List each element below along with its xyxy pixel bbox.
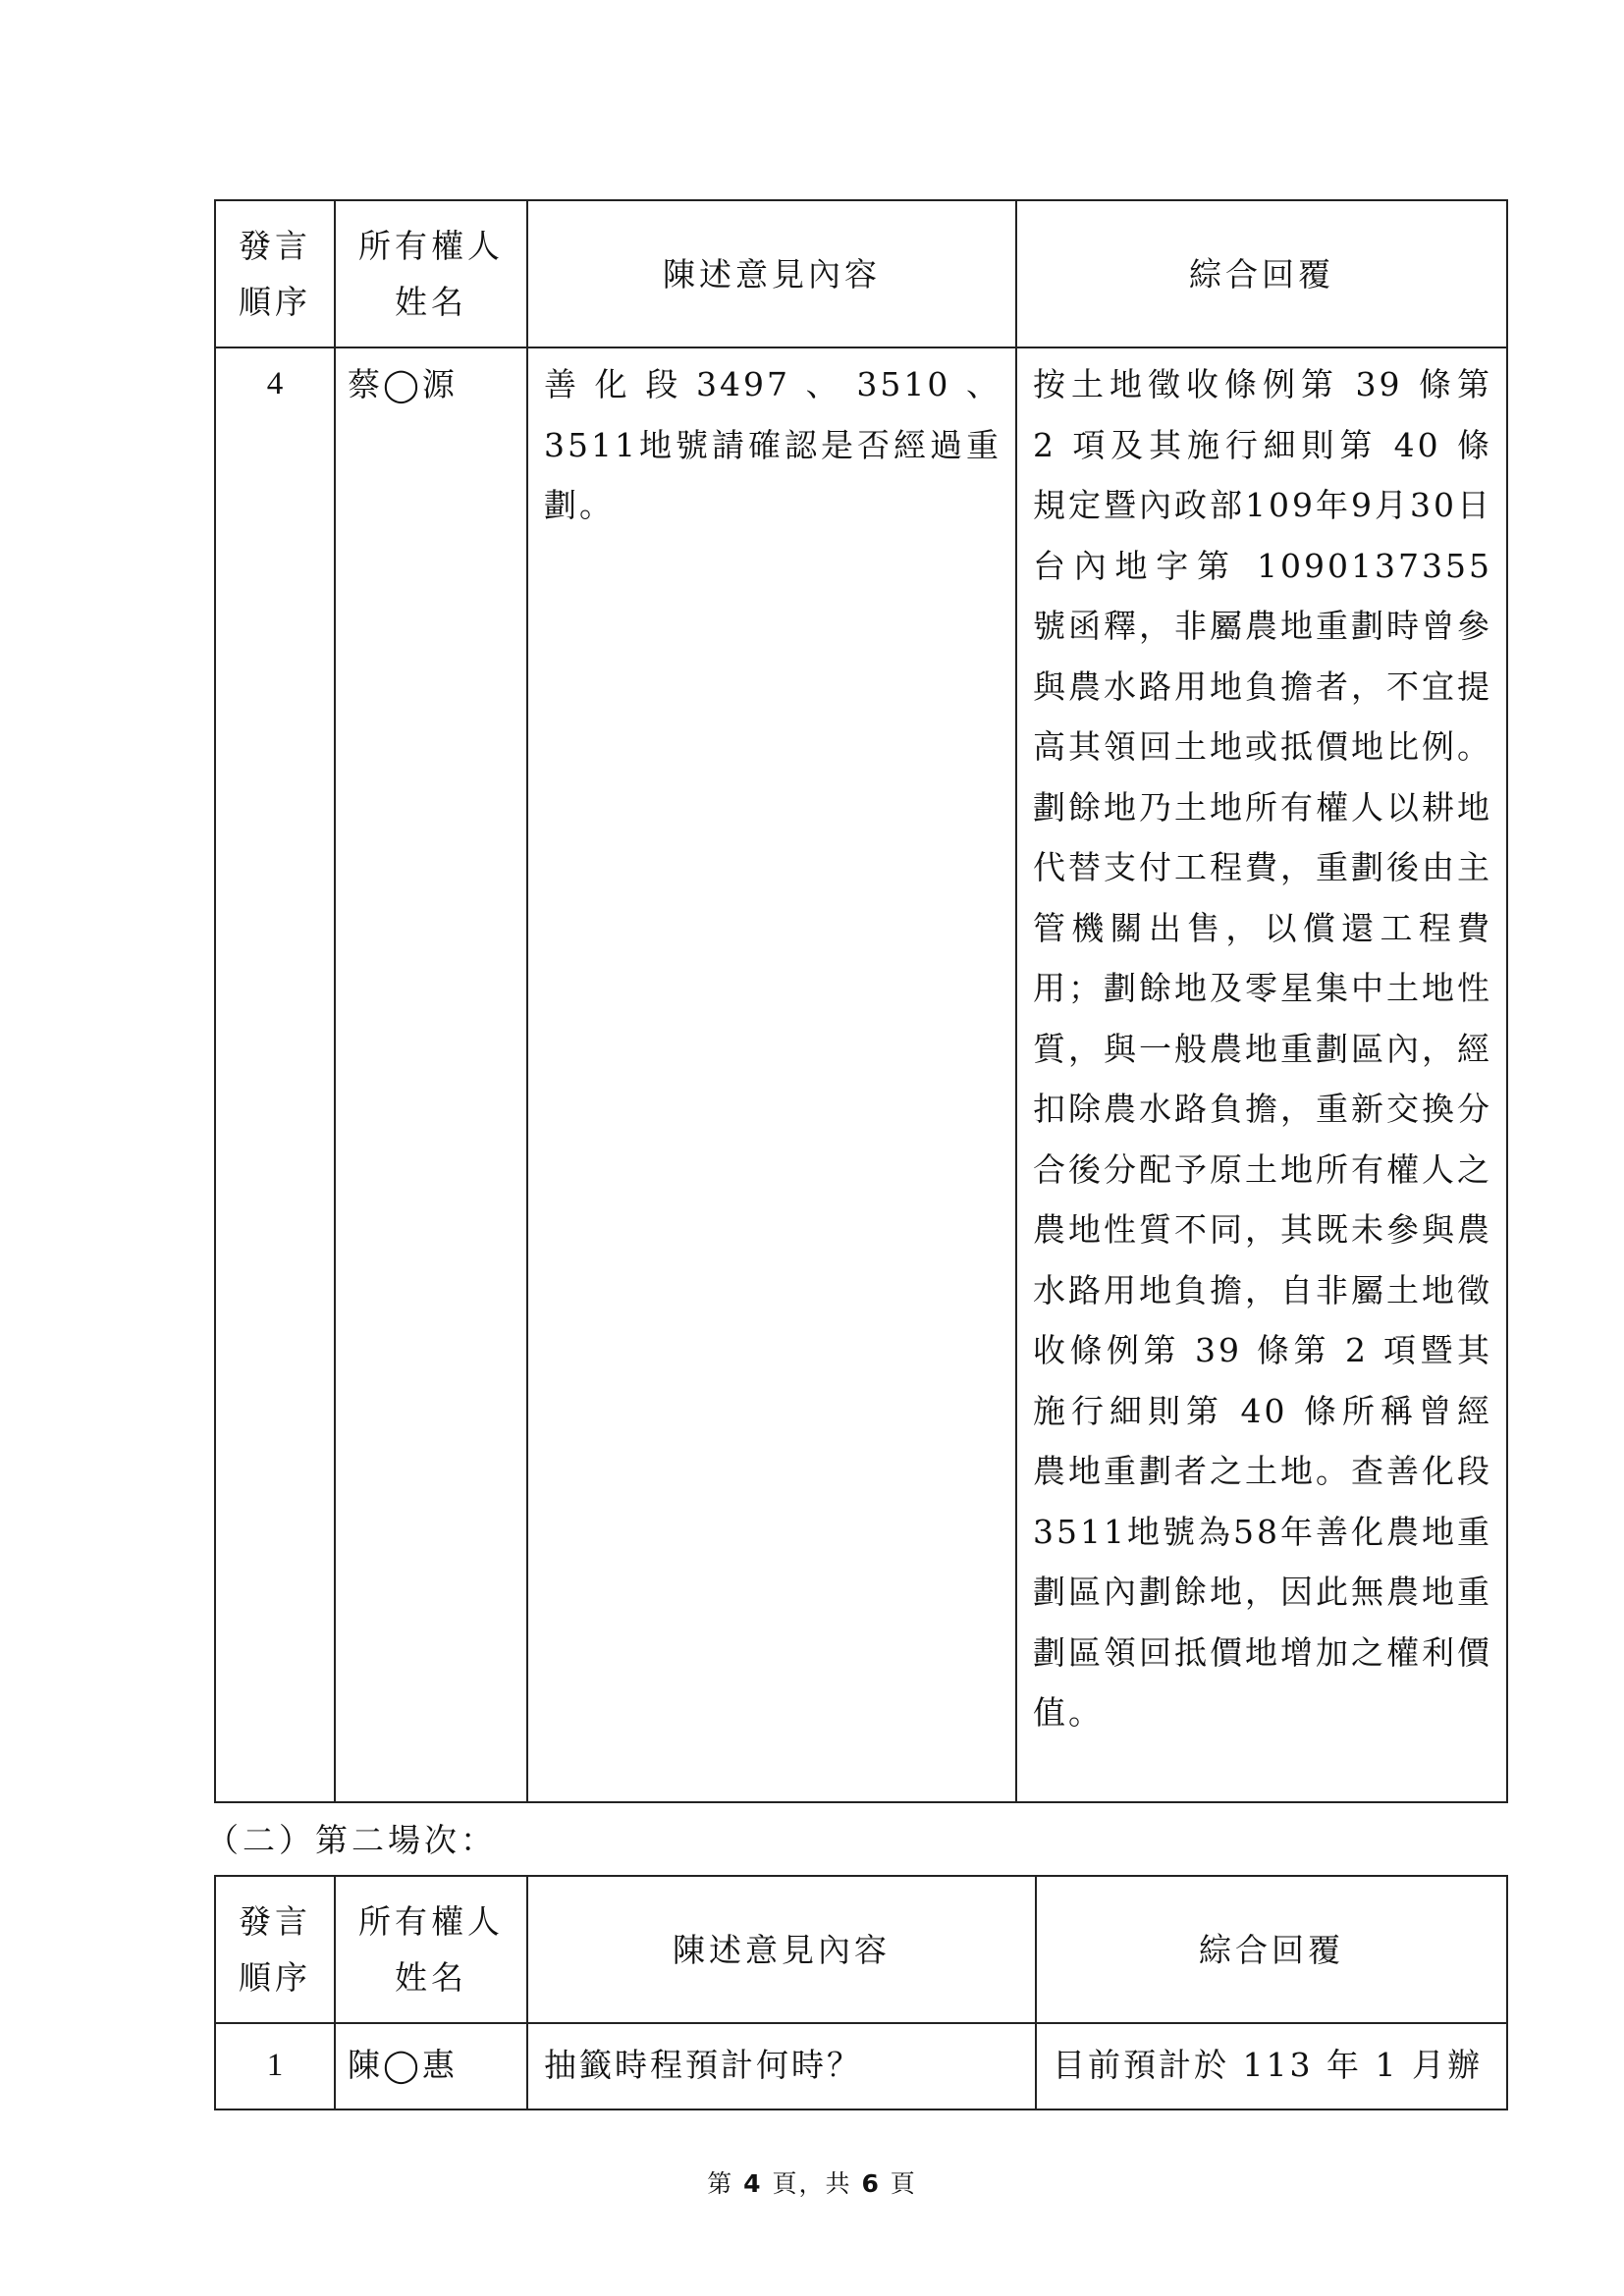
table-row	[215, 2023, 1507, 2109]
header-reply: 綜合回覆	[1036, 1876, 1507, 2023]
table-header-row	[215, 200, 1507, 347]
header-owner: 所有權人姓名	[335, 1876, 527, 2023]
opinion-table-session-2	[214, 1875, 1508, 2110]
header-reply: 綜合回覆	[1016, 200, 1507, 347]
footer-prefix: 第	[707, 2169, 744, 2198]
footer-suffix: 頁	[880, 2169, 917, 2198]
header-order: 發言順序	[215, 200, 335, 347]
header-owner: 所有權人姓名	[335, 200, 527, 347]
row-reply: 按土地徵收條例第 39 條第 2 項及其施行細則第 40 條規定暨內政部109年9月30日台內地字第 1090137355 號函釋，非屬農地重劃時曾參與農水路用地負擔者，不宜提高其領回土地或抵價地比例。劃餘地乃土地所有權人以耕地代替支付工程費，重劃後由主管機關出售，以償還工程費用；劃餘地及零星集中土地性質，與一般農地重劃區內，經扣除農水路負擔，重新交換分合後分配予原土地所有權人之農地性質不同，其既未參與農水路用地負擔，自非屬土地徵收條例第 39 條第 2 項暨其施行細則第 40 條所稱曾經農地重劃者之土地。查善化段3511地號為58年善化農地重劃區內劃餘地，因此無農地重劃區領回抵價地增加之權利價值。	[1016, 347, 1507, 1802]
section-heading: （二）第二場次：	[206, 1821, 497, 1859]
table-header-row	[215, 1876, 1507, 2023]
page-footer	[0, 2164, 1624, 2200]
row-opinion: 抽籤時程預計何時？	[527, 2023, 1036, 2109]
header-opinion: 陳述意見內容	[527, 200, 1016, 347]
row-opinion: 善化段3497、3510、3511地號請確認是否經過重劃。	[527, 347, 1016, 1802]
opinion-table-session-1	[214, 199, 1508, 1803]
row-owner: 蔡◯源	[335, 347, 527, 1802]
header-opinion: 陳述意見內容	[527, 1876, 1036, 2023]
row-owner: 陳◯惠	[335, 2023, 527, 2109]
row-reply: 目前預計於 113 年 1 月辦	[1036, 2023, 1507, 2109]
footer-middle: 頁，共	[762, 2169, 862, 2198]
row-order: 4	[215, 347, 335, 1802]
table-row	[215, 347, 1507, 1802]
row-order: 1	[215, 2023, 335, 2109]
footer-page-number: 4	[743, 2169, 763, 2198]
header-order: 發言順序	[215, 1876, 335, 2023]
footer-total-pages: 6	[861, 2169, 881, 2198]
